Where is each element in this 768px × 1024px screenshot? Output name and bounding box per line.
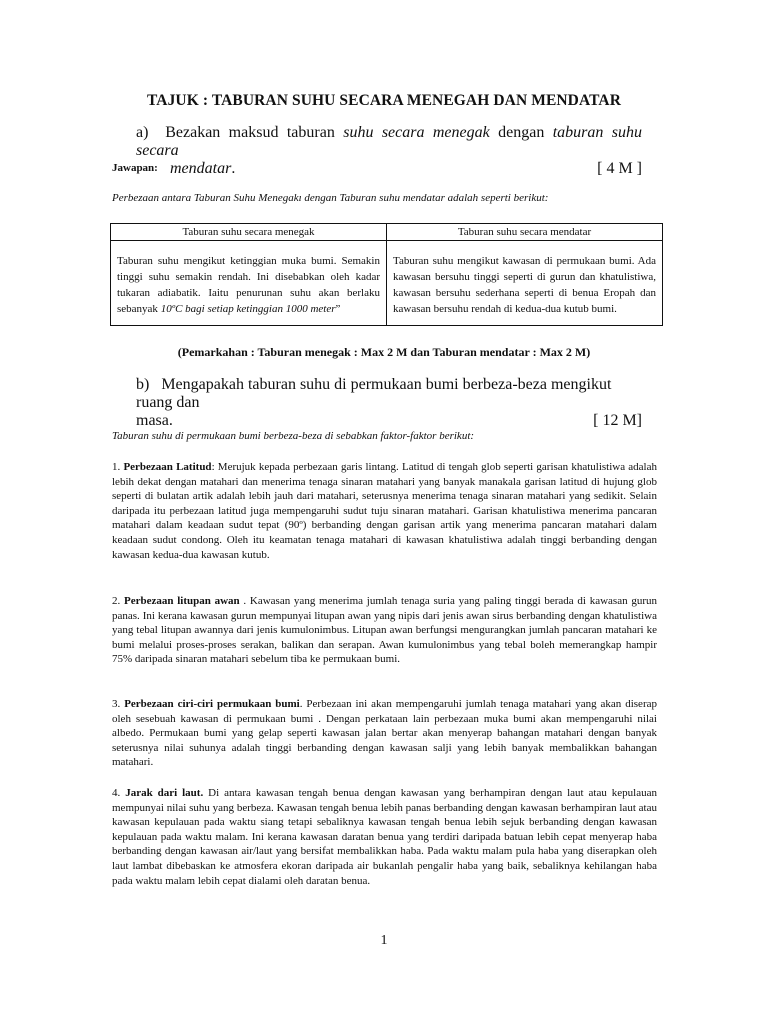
page-number: 1 — [380, 933, 388, 948]
question-b-text-end: masa. — [136, 412, 173, 429]
paragraph-heading: Jarak dari laut. — [125, 787, 204, 799]
page-title: TAJUK : TABURAN SUHU SECARA MENEGAH DAN MENDATAR — [147, 92, 621, 109]
table-cell-vertical-italic: 10ºC bagi setiap ketinggian 1000 meter — [160, 303, 336, 315]
paragraph-body: . Kawasan yang menerima jumlah tenaga suria yang paling tinggi berada di kawasan gurun panas. Ini kerana kawasan gurun mempunyai litupan awan yang nipis dari jenis awan sirus berbanding dengan khatulistiwa yang tebal litupan awannya dari jenis kumulonimbus. Litupan awan berfungsi mengurangkan jumlah pancaran matahari ke bumi melalui proses-proses serakan, balikan dan serapan. Awan kumulonimbus yang tebal boleh memerangkap hampir 75% daripada sinaran matahari sebelum tiba ke permukaan bumi. — [112, 595, 657, 666]
paragraph-heading: Perbezaan litupan awan — [124, 595, 240, 607]
factor-paragraph-distance-from-sea — [112, 786, 657, 888]
question-b-line-2 — [136, 412, 642, 430]
question-a-text: Bezakan maksud taburan — [165, 124, 335, 141]
paragraph-heading: Perbezaan ciri-ciri permukaan bumi — [124, 698, 300, 710]
table-cell-vertical-text: Taburan suhu mengikut ketinggian muka bumi. Semakin tinggi suhu semakin rendah. Ini disebabkan oleh kadar tukaran adiabatik. Iaitu penurunan suhu akan berlaku sebanyak — [117, 255, 380, 315]
paragraph-body: . Perbezaan ini akan mempengaruhi jumlah tenaga matahari yang akan diserap oleh sesebuah kawasan di permukaan bumi . Dengan perkataan lain perbezaan muka bumi akan mempengaruhi nilai albedo. Permukaan bumi yang gelap seperti kawasan jalan bertar akan menyerap bahangan matahari dengan banyak seterusnya nilai suhunya adalah tinggi berbanding dengan kawasan salji yang lebih banyak membalikkan bahangan matahari. — [112, 698, 657, 769]
paragraph-heading: Perbezaan Latitud — [123, 461, 212, 473]
table-cell-vertical — [111, 241, 387, 326]
question-b-marks: [ 12 M] — [593, 412, 642, 429]
question-a-text-mid: dengan — [498, 124, 545, 141]
table-header-vertical: Taburan suhu secara menegak — [111, 224, 387, 241]
paragraph-number: 1. — [112, 461, 121, 473]
comparison-table — [110, 223, 663, 326]
paragraph-number: 3. — [112, 698, 121, 710]
paragraph-number: 4. — [112, 787, 121, 799]
question-a-line-1 — [136, 124, 642, 160]
question-a-label: a) — [136, 124, 149, 141]
factor-paragraph-latitude — [112, 460, 657, 562]
paragraph-body: Di antara kawasan tengah benua dengan kawasan yang berhampiran dengan laut atau kepulauan mempunyai nilai suhu yang berbeza. Kawasan tengah benua lebih panas berbanding dengan kawasan berhampiran laut atau kawasan kepulauan pada waktu siang tetapi sebaliknya kawasan tengah benua lebih sejuk berbanding dengan kawasan kepulauan pada waktu malam. Ini kerana kawasan daratan benua yang terdiri daripada batuan lebih cepat menyerap haba berbanding dengan kawasan air/laut yang bersifat membalikkan haba. Pada waktu malam pula haba yang diserapkan oleh laut lambat dibebaskan ke atmosfera ekoran daripada air bukanlah pengalir haba yang baik, sebaliknya kehilangan haba pada waktu malam lebih cepat dialami oleh daratan benua. — [112, 787, 657, 887]
table-header-horizontal: Taburan suhu secara mendatar — [387, 224, 663, 241]
question-b-label: b) — [136, 376, 150, 393]
question-a-text-end: . — [231, 160, 236, 177]
question-a-italic-term-2: taburan suhu secara — [136, 124, 643, 159]
answer-label: Jawapan: — [112, 162, 158, 174]
question-a-line-2 — [136, 160, 642, 178]
question-a-italic-term-2-end: mendatar — [170, 160, 232, 177]
question-b — [136, 376, 642, 430]
marking-scheme-note: (Pemarkahan : Taburan menegak : Max 2 M dan Taburan mendatar : Max 2 M) — [177, 345, 591, 359]
question-b-text: Mengapakah taburan suhu di permukaan bumi berbeza-beza mengikut ruang dan — [136, 376, 612, 411]
question-a-italic-term-1: suhu secara menegak — [343, 124, 490, 141]
question-b-line-1 — [136, 376, 642, 412]
table-cell-vertical-quote: ” — [335, 303, 341, 315]
answer-a-intro: Perbezaan antara Taburan Suhu Menegakı dengan Taburan suhu mendatar adalah seperti berikut: — [112, 192, 549, 204]
table-cell-horizontal: Taburan suhu mengikut kawasan di permukaan bumi. Ada kawasan bersuhu tinggi seperti di gurun dan khatulistiwa, kawasan bersuhu sederhana seperti di benua Eropah dan kawasan bersuhu rendah di kedua-dua kutub bumi. — [387, 241, 663, 326]
paragraph-body: : Merujuk kepada perbezaan garis lintang. Latitud di tengah glob seperti garisan khatulistiwa adalah lebih dekat dengan matahari dan menerima tenaga sinaran matahari yang banyak manakala garisan latitud di hujung glob seperti di bulatan artik adalah lebih jauh dari matahari, seterusnya menerima tenaga sinaran matahari yang sedikit. Selain daripada itu perbezaan latitud juga mempengaruhi sudut tuju sinaran matahari. Garisan khatulistiwa menerima pancaran matahari dalam keadaan sudut tepat (90º) berbanding dengan garisan artik yang menerima pancaran matahari dalam keadaan sudut condong. Oleh itu keamatan tenaga matahari di kawasan khatulistiwa adalah tinggi berbanding dengan kawasan kedua-dua kawasan kutub. — [112, 461, 657, 561]
paragraph-number: 2. — [112, 595, 121, 607]
question-a — [136, 124, 642, 178]
factor-paragraph-surface — [112, 697, 657, 770]
question-a-marks: [ 4 M ] — [597, 160, 642, 177]
factor-paragraph-cloud-cover — [112, 594, 657, 667]
answer-b-intro: Taburan suhu di permukaan bumi berbeza-beza di sebabkan faktor-faktor berikut: — [112, 430, 475, 442]
